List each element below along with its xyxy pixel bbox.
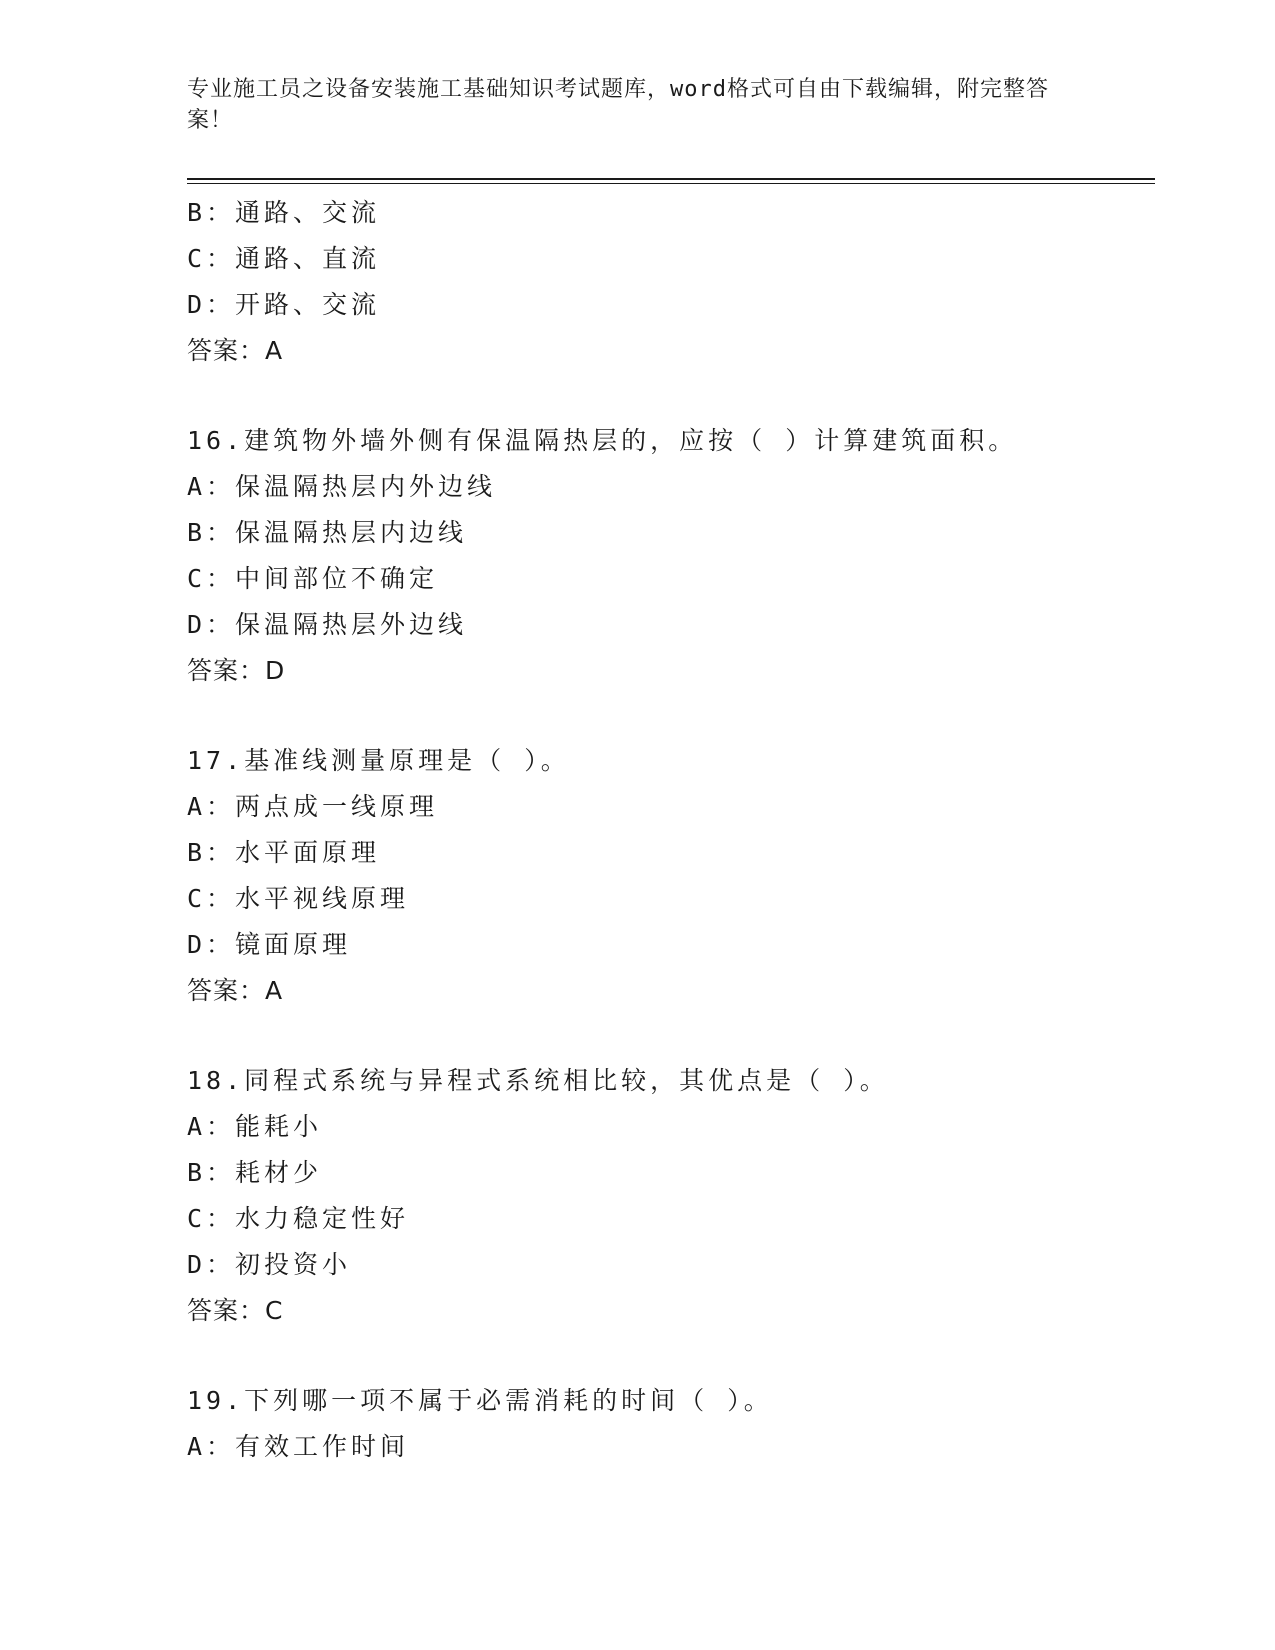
header-divider-thin [187, 183, 1155, 184]
header-divider [187, 178, 1155, 180]
option-c: C：水力稳定性好 [187, 1204, 410, 1233]
question-block [187, 190, 1155, 374]
option-a: A：能耗小 [187, 1112, 323, 1141]
answer: 答案：C [187, 1296, 284, 1325]
document-header: 专业施工员之设备安装施工基础知识考试题库，word格式可自由下载编辑，附完整答案！ [187, 77, 1049, 133]
option-d: D：镜面原理 [187, 930, 352, 959]
option-c: C：通路、直流 [187, 244, 381, 273]
option-c: C：水平视线原理 [187, 884, 410, 913]
answer: 答案：D [187, 656, 286, 685]
question-stem: 17.基准线测量原理是（ ）。 [187, 746, 570, 775]
option-a: A：有效工作时间 [187, 1432, 410, 1461]
question-block [187, 738, 1155, 1014]
option-a: A：保温隔热层内外边线 [187, 472, 497, 501]
question-block [187, 1378, 1155, 1470]
option-b: B：保温隔热层内边线 [187, 518, 468, 547]
question-stem: 19.下列哪一项不属于必需消耗的时间（ ）。 [187, 1386, 773, 1415]
question-stem: 18.同程式系统与异程式系统相比较，其优点是（ ）。 [187, 1066, 889, 1095]
option-a: A：两点成一线原理 [187, 792, 439, 821]
question-list [187, 190, 1155, 1470]
option-b: B：耗材少 [187, 1158, 323, 1187]
option-b: B：通路、交流 [187, 198, 381, 227]
option-d: D：初投资小 [187, 1250, 352, 1279]
question-block [187, 418, 1155, 694]
option-d: D：开路、交流 [187, 290, 381, 319]
option-c: C：中间部位不确定 [187, 564, 439, 593]
option-b: B：水平面原理 [187, 838, 381, 867]
question-block [187, 1058, 1155, 1334]
answer: 答案：A [187, 976, 284, 1005]
option-d: D：保温隔热层外边线 [187, 610, 468, 639]
answer: 答案：A [187, 336, 284, 365]
question-stem: 16.建筑物外墙外侧有保温隔热层的，应按（ ）计算建筑面积。 [187, 426, 1018, 455]
